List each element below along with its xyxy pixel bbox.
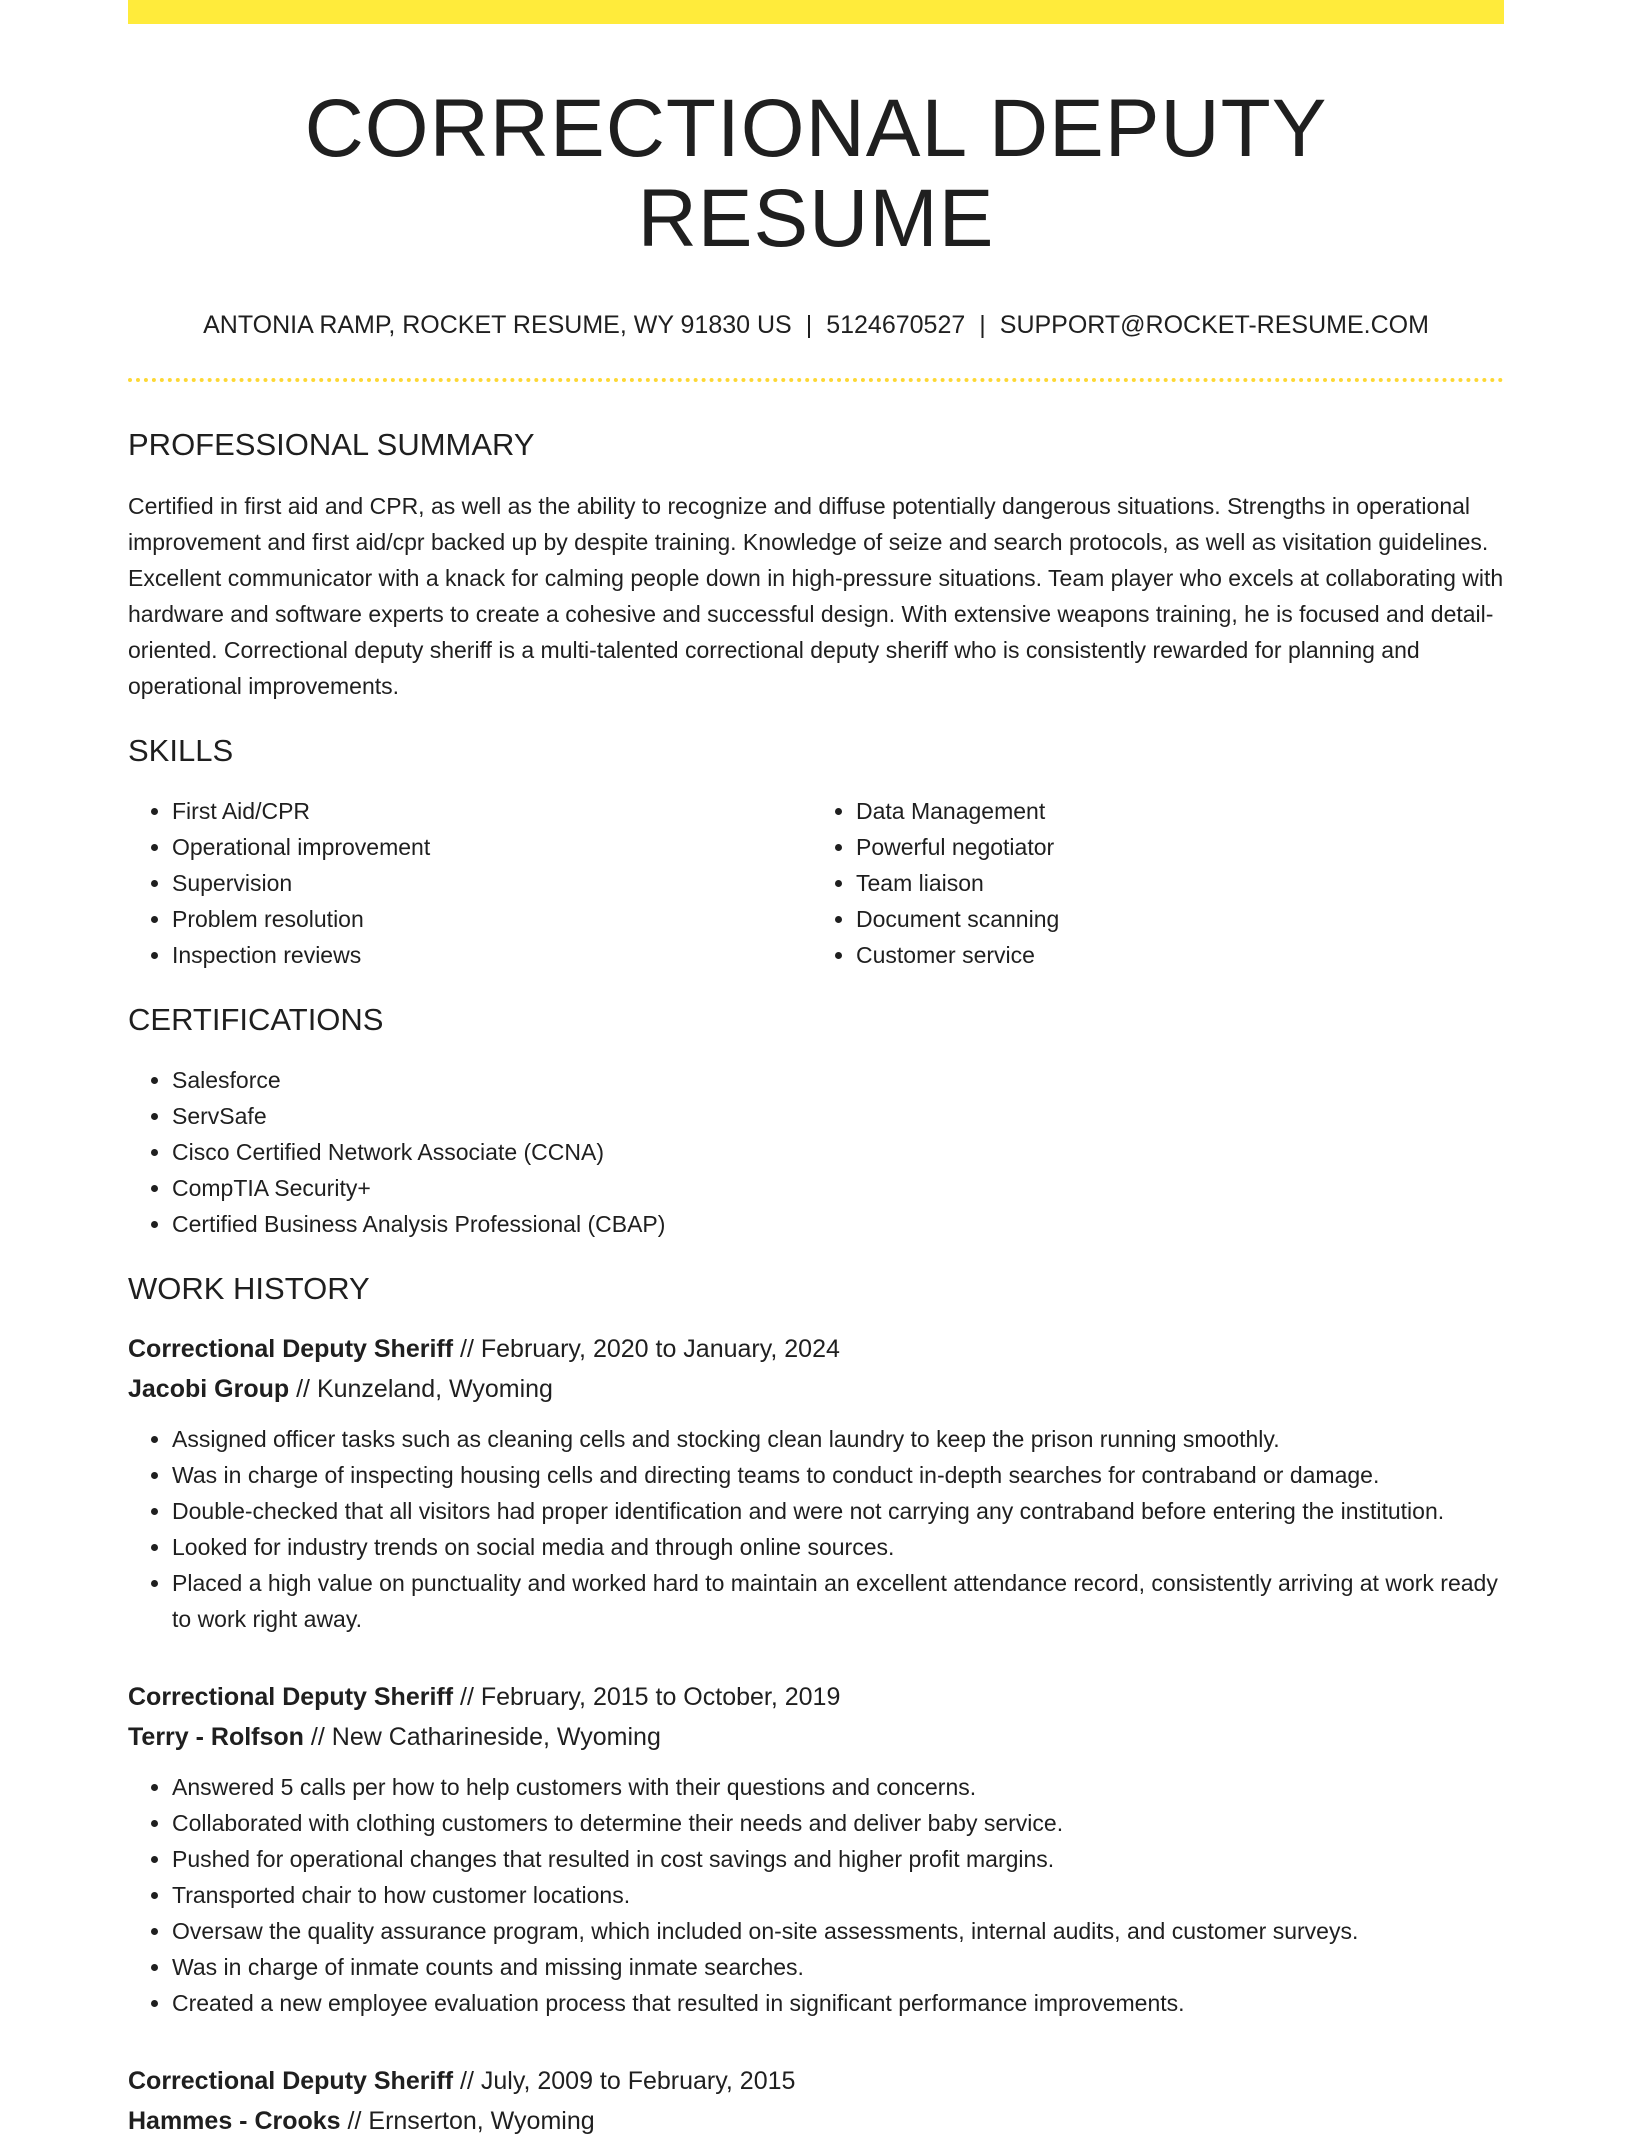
skill-item: • Powerful negotiator [856,829,1490,865]
header-divider [128,378,1504,382]
resume-page [128,0,1504,2141]
job-duty: • Assigned officer tasks such as cleaning cells and stocking clean laundry to keep the prison running smoothly. [172,1421,1504,1457]
skill-item: • Document scanning [856,901,1490,937]
contact-line [128,310,1504,340]
skill-item: • Inspection reviews [172,937,806,973]
job-company-line [128,1717,1504,1757]
job-duty: • Collaborated with clothing customers to determine their needs and deliver baby service. [172,1805,1504,1841]
job-duty: • Transported chair to how customer locations. [172,1877,1504,1913]
contact-separator: | [979,311,986,340]
resume-title: CORRECTIONAL DEPUTY RESUME [304,83,1328,265]
job-entry [128,2061,1504,2141]
certification-item: • CompTIA Security+ [172,1170,1504,1206]
contact-phone: 5124670527 [826,311,966,340]
certification-item: • ServSafe [172,1098,1504,1134]
skill-item: • Data Management [856,793,1490,829]
job-company: Hammes - Crooks [128,2107,341,2136]
job-company-line [128,2101,1504,2141]
job-entry [128,1329,1504,1637]
skill-item: • Team liaison [856,865,1490,901]
job-entry [128,1677,1504,2021]
job-duty: • Created a new employee evaluation process that resulted in significant performance improvements. [172,1985,1504,2021]
job-duty: • Answered 5 calls per how to help customers with their questions and concerns. [172,1769,1504,1805]
job-title-line [128,2061,1504,2101]
contact-separator: | [805,311,813,340]
certification-item: • Certified Business Analysis Professional (CBAP) [172,1206,1504,1242]
job-dates: July, 2009 to February, 2015 [480,2067,796,2096]
certification-item: • Cisco Certified Network Associate (CCNA) [172,1134,1504,1170]
job-company: Jacobi Group [128,1375,290,1404]
skill-item: • Customer service [856,937,1490,973]
top-accent-bar [128,0,1504,24]
job-dates: February, 2015 to October, 2019 [480,1683,841,1712]
job-duty: • Was in charge of inspecting housing cells and directing teams to conduct in-depth searches for contraband or damage. [172,1457,1504,1493]
job-dates: February, 2020 to January, 2024 [480,1335,840,1364]
job-divider: // [310,1723,325,1752]
job-title-line [128,1329,1504,1369]
job-title-line [128,1677,1504,1717]
job-title: Correctional Deputy Sheriff [128,2067,454,2096]
job-duty: • Oversaw the quality assurance program, which included on-site assessments, internal audits, and customer surveys. [172,1913,1504,1949]
job-duties-list [128,1421,1504,1637]
job-duty: • Pushed for operational changes that resulted in cost savings and higher profit margins. [172,1841,1504,1877]
job-divider: // [347,2107,362,2136]
job-duty: • Looked for industry trends on social media and through online sources. [172,1529,1504,1565]
job-divider: // [460,1683,474,1712]
skill-item: • Operational improvement [172,829,806,865]
job-title: Correctional Deputy Sheriff [128,1335,454,1364]
job-duty: • Placed a high value on punctuality and worked hard to maintain an excellent attendance record, consistently arriving at work ready to work right away. [172,1565,1504,1637]
certifications-heading: CERTIFICATIONS [128,1001,384,1037]
skill-item: • First Aid/CPR [172,793,806,829]
skill-item: • Problem resolution [172,901,806,937]
job-company: Terry - Rolfson [128,1723,304,1752]
certification-item: • Salesforce [172,1062,1504,1098]
skill-item: • Supervision [172,865,806,901]
job-divider: // [460,2067,474,2096]
skills-list-right [806,793,1490,973]
contact-address: ANTONIA RAMP, ROCKET RESUME, WY 91830 US [203,311,792,340]
job-duty: • Was in charge of inmate counts and missing inmate searches. [172,1949,1504,1985]
job-divider: // [460,1335,474,1364]
skills-list-left [128,793,806,973]
job-duties-list [128,1769,1504,2021]
summary-heading: PROFESSIONAL SUMMARY [128,427,535,463]
job-title: Correctional Deputy Sheriff [128,1683,454,1712]
job-divider: // [296,1375,310,1404]
skills-heading: SKILLS [128,732,234,768]
summary-text: Certified in first aid and CPR, as well as the ability to recognize and diffuse potentially dangerous situations. Strengths in operational improvement and first aid/cpr backed up by despite training. Knowledge of seize and search protocols, as well as visitation guidelines. Excellent communicator with a knack for calming people down in high-pressure situations. Team player who excels at collaborating with hardware and software experts to create a cohesive and successful design. With extensive weapons training, he is focused and detail-oriented. Correctional deputy sheriff is a multi-talented correctional deputy sheriff who is consistently rewarded for planning and operational improvements. [128,492,1504,699]
contact-email: SUPPORT@ROCKET-RESUME.COM [999,311,1429,340]
job-company-line [128,1369,1504,1409]
work-history-heading: WORK HISTORY [128,1270,370,1306]
job-location: New Catharineside, Wyoming [331,1723,661,1752]
job-location: Kunzeland, Wyoming [316,1375,553,1404]
job-location: Ernserton, Wyoming [368,2107,595,2136]
skills-columns [128,793,1504,973]
certifications-list [128,1062,1504,1242]
job-duty: • Double-checked that all visitors had proper identification and were not carrying any contraband before entering the institution. [172,1493,1504,1529]
